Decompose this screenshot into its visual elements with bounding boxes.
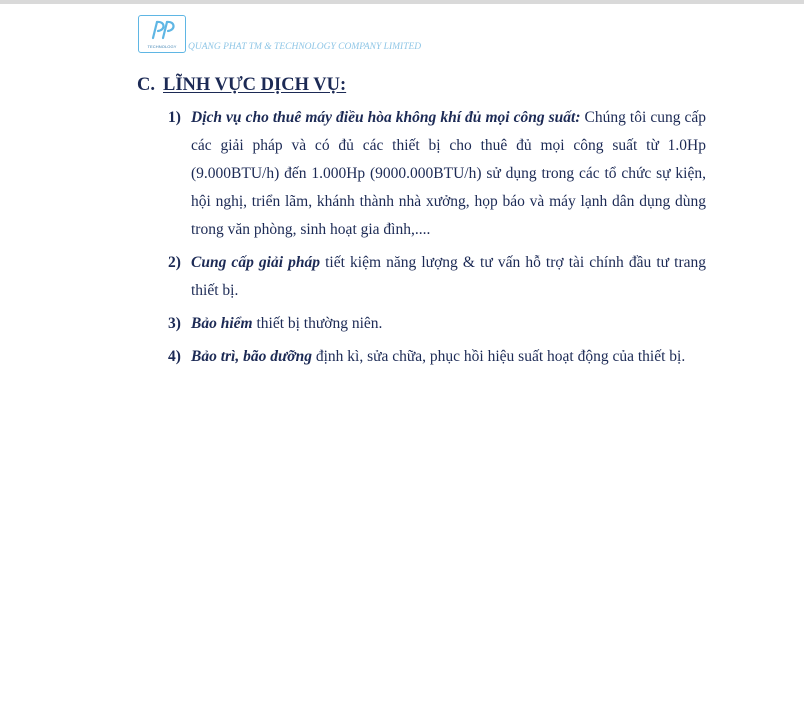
- list-item: [168, 104, 706, 244]
- item-lead: Cung cấp giải pháp: [191, 254, 321, 271]
- service-list: [168, 104, 706, 376]
- section-heading: [137, 75, 346, 96]
- item-text: thiết bị thường niên.: [252, 315, 383, 332]
- company-name: QUANG PHAT TM & TECHNOLOGY COMPANY LIMITED: [188, 42, 422, 52]
- qp-logo-icon: [139, 16, 185, 44]
- item-body: [191, 249, 706, 305]
- item-text: định kì, sửa chữa, phục hồi hiệu suất hoạt động của thiết bị.: [311, 348, 686, 365]
- viewer-top-border: [0, 0, 804, 4]
- item-number: 3): [168, 315, 181, 332]
- logo-caption: TECHNOLOGY: [147, 44, 177, 49]
- section-letter: C.: [137, 75, 155, 95]
- item-number: 4): [168, 348, 181, 365]
- list-item: [168, 310, 706, 338]
- list-item: [168, 343, 706, 371]
- item-number: 2): [168, 254, 181, 271]
- list-item: [168, 249, 706, 305]
- item-lead: Bảo trì, bão dưỡng: [191, 348, 312, 365]
- item-lead: Bảo hiểm: [191, 315, 253, 332]
- item-body: [191, 310, 706, 338]
- section-title: LĨNH VỰC DỊCH VỤ:: [163, 75, 347, 95]
- item-text: Chúng tôi cung cấp các giải pháp và có đủ các thiết bị cho thuê đủ mọi công suất từ 1.0Hp (9.000BTU/h) đến 1.000Hp (9000.000BTU/h) sử dụng trong các tổ chức sự kiện, hội nghị, triển lãm, khánh thành nhà xưởng, họp báo và máy lạnh dân dụng dùng trong văn phòng, sinh hoạt gia đình,....: [191, 109, 707, 238]
- item-text: tiết kiệm năng lượng & tư vấn hỗ trợ tài chính đầu tư trang thiết bị.: [191, 254, 706, 299]
- item-lead: Dịch vụ cho thuê máy điều hòa không khí đủ mọi công suất:: [191, 109, 581, 126]
- item-body: [191, 104, 706, 244]
- item-number: 1): [168, 109, 181, 126]
- company-logo: [138, 15, 186, 53]
- item-body: [191, 343, 706, 371]
